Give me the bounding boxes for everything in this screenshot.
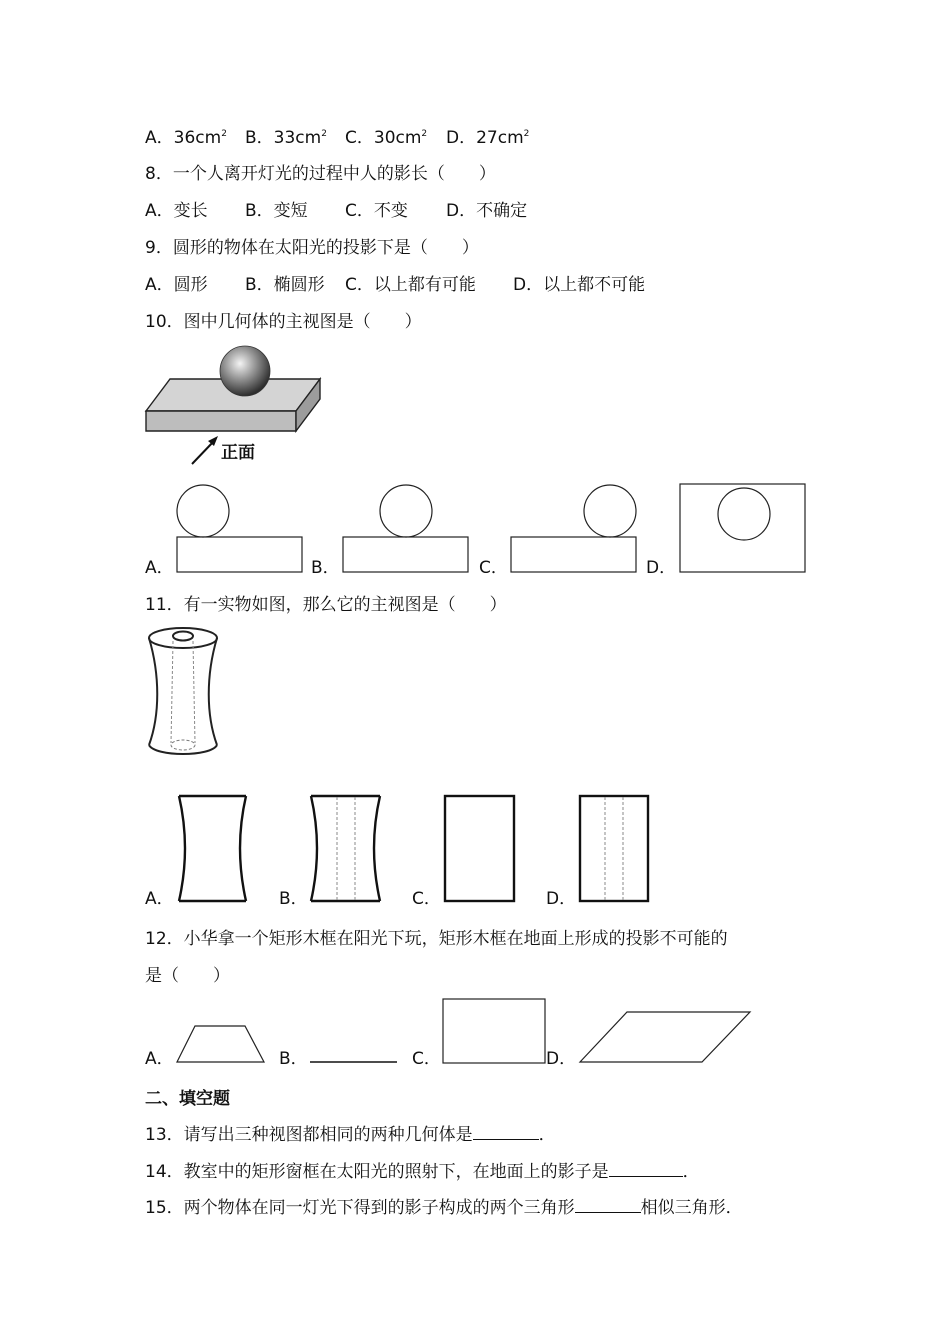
q10-option-c-figure bbox=[506, 482, 641, 577]
q10-stem: 10．图中几何体的主视图是（ ） bbox=[145, 312, 422, 332]
q11-stem: 11．有一实物如图，那么它的主视图是（ ） bbox=[145, 595, 507, 615]
q7-option-a: A．$36cm^2$ bbox=[145, 128, 227, 148]
q10-label-d: D． bbox=[646, 558, 677, 578]
q11-label-b: B． bbox=[279, 889, 308, 909]
q11-option-a-figure bbox=[173, 792, 255, 907]
q11-object-figure bbox=[140, 625, 230, 770]
q13: 13．请写出三种视图都相同的两种几何体是 ． bbox=[145, 1125, 556, 1145]
q11-option-c-figure bbox=[440, 792, 522, 907]
q15-answer-blank[interactable] bbox=[575, 1198, 641, 1213]
q12-stem-line1: 12．小华拿一个矩形木框在阳光下玩，矩形木框在地面上形成的投影不可能的 bbox=[145, 929, 728, 949]
q8-option-a: A．变长 bbox=[145, 201, 208, 221]
q12-option-a-figure bbox=[170, 1010, 270, 1070]
q10-label-b: B． bbox=[311, 558, 340, 578]
q7-option-d: D．$27cm^2$ bbox=[446, 128, 530, 148]
q7-option-b: B．$33cm^2$ bbox=[245, 128, 327, 148]
q11-option-b-figure bbox=[305, 792, 387, 907]
q10-label-a: A． bbox=[145, 558, 174, 578]
q10-label-c: C． bbox=[479, 558, 508, 578]
q9-option-a: A．圆形 bbox=[145, 275, 208, 295]
q10-front-label: 正面 bbox=[221, 443, 255, 463]
q11-label-a: A． bbox=[145, 889, 174, 909]
q13-answer-blank[interactable] bbox=[473, 1125, 539, 1140]
q15: 15．两个物体在同一灯光下得到的影子构成的两个三角形 相似三角形． bbox=[145, 1198, 743, 1218]
q12-label-c: C． bbox=[412, 1049, 441, 1069]
q12-option-c-figure bbox=[438, 995, 553, 1070]
q9-stem: 9．圆形的物体在太阳光的投影下是（ ） bbox=[145, 238, 479, 258]
q11-option-d-figure bbox=[576, 792, 658, 907]
q12-stem-line2: 是（ ） bbox=[145, 966, 230, 986]
q12-label-d: D． bbox=[546, 1049, 577, 1069]
q8-option-c: C．不变 bbox=[345, 201, 408, 221]
q9-option-b: B．椭圆形 bbox=[245, 275, 325, 295]
section2-title: 二、填空题 bbox=[145, 1089, 230, 1109]
q8-option-b: B．变短 bbox=[245, 201, 308, 221]
q10-option-b-figure bbox=[338, 482, 473, 577]
q14: 14．教室中的矩形窗框在太阳光的照射下，在地面上的影子是 ． bbox=[145, 1162, 700, 1182]
q8-stem: 8．一个人离开灯光的过程中人的影长（ ） bbox=[145, 164, 496, 184]
q9-option-d: D．以上都不可能 bbox=[513, 275, 646, 295]
q9-option-c: C．以上都有可能 bbox=[345, 275, 476, 295]
q12-option-d-figure bbox=[572, 1008, 757, 1068]
q12-label-b: B． bbox=[279, 1049, 308, 1069]
q10-option-a-figure bbox=[172, 482, 307, 577]
q11-label-d: D． bbox=[546, 889, 577, 909]
q11-label-c: C． bbox=[412, 889, 441, 909]
q12-option-b-figure bbox=[305, 1050, 405, 1070]
q8-option-d: D．不确定 bbox=[446, 201, 528, 221]
q7-option-c: C．$30cm^2$ bbox=[345, 128, 428, 148]
q10-option-d-figure bbox=[676, 482, 811, 577]
q12-label-a: A． bbox=[145, 1049, 174, 1069]
q14-answer-blank[interactable] bbox=[609, 1162, 683, 1177]
